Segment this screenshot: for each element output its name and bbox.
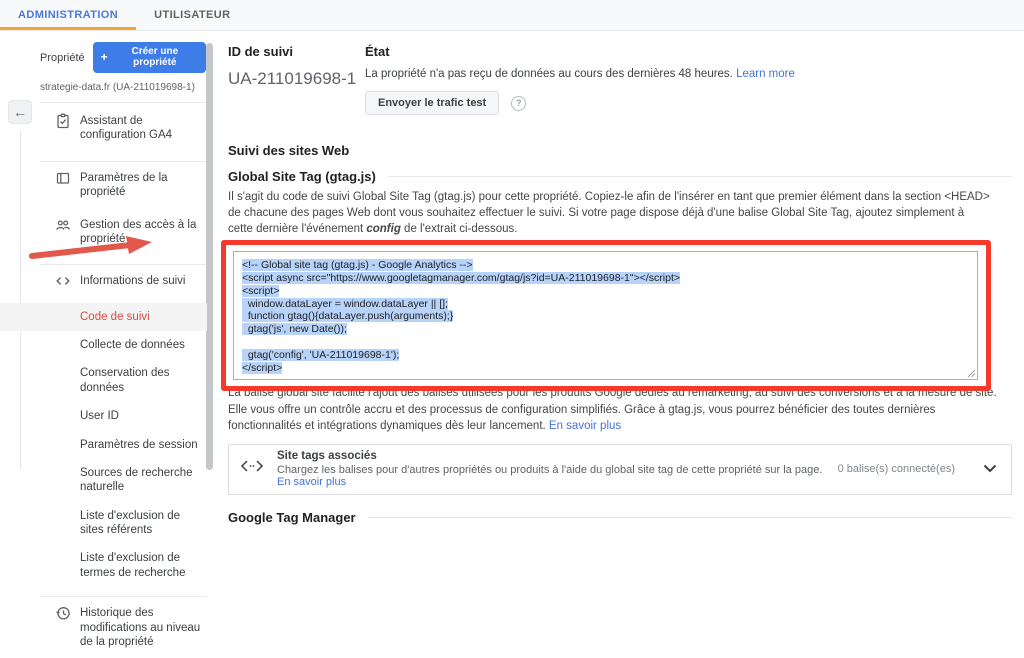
sidebar-subitem-tracking-code[interactable]: Code de suivi bbox=[0, 303, 207, 331]
connected-site-tags-panel[interactable] bbox=[228, 444, 1012, 495]
learn-more-link-2[interactable]: En savoir plus bbox=[548, 419, 622, 432]
code-line: <!-- Global site tag (gtag.js) - Google Analytics --> bbox=[242, 259, 473, 272]
create-property-label: Créer une propriété bbox=[131, 46, 179, 68]
gtag-benefits-description bbox=[228, 385, 1012, 433]
sidebar-subitem-data-retention[interactable]: Conservation des données bbox=[80, 367, 170, 394]
code-line: <script async src="https://www.googletagmanager.com/gtag/js?id=UA-211019698-1"></script> bbox=[242, 272, 681, 285]
sidebar-item-label: Assistant de configuration GA4 bbox=[80, 115, 173, 142]
learn-more-link[interactable]: Learn more bbox=[736, 68, 795, 80]
divider bbox=[388, 176, 1012, 177]
site-tags-description bbox=[277, 464, 838, 488]
sidebar-subitem-search-term-exclusion[interactable]: Liste d'exclusion de termes de recherche bbox=[80, 552, 186, 579]
connected-tags-icon bbox=[239, 457, 265, 480]
site-tags-title: Site tags associés bbox=[277, 449, 377, 462]
create-property-button[interactable] bbox=[93, 42, 206, 73]
status-label: État bbox=[365, 44, 390, 59]
tracking-id-value: UA-211019698-1 bbox=[228, 69, 357, 88]
code-line: gtag('js', new Date()); bbox=[242, 323, 347, 336]
code-line: function gtag(){dataLayer.push(arguments);} bbox=[242, 310, 454, 323]
code-line bbox=[242, 336, 969, 349]
gtag-desc-config: config bbox=[366, 223, 401, 236]
property-settings-icon bbox=[55, 170, 71, 190]
sidebar-subitem-user-id[interactable]: User ID bbox=[80, 410, 119, 423]
tracking-code-textarea[interactable] bbox=[233, 251, 978, 380]
benefits-text: La balise global site facilite l'ajout des balises utilisées pour les produits Google dédiés au remarketing, au suivi des conversions et à la mesure de site. Elle vous offre un contrôle accru et des processus de configuration simplifiés. Grâce à gtag.js, vous pourrez bénéficier des toutes dernières fonctionnalités et intégrations dynamiques dès leur lancement. bbox=[228, 387, 997, 432]
sidebar-subitem-data-collection[interactable]: Collecte de données bbox=[80, 339, 185, 351]
panel-divider-line bbox=[20, 130, 21, 470]
chevron-down-icon[interactable] bbox=[983, 464, 997, 473]
sidebar-item-property-settings[interactable] bbox=[40, 162, 206, 209]
sidebar-item-tracking-info[interactable] bbox=[40, 265, 206, 302]
sidebar-subitem-organic-sources[interactable]: Sources de recherche naturelle bbox=[80, 466, 193, 494]
sidebar-item-label: Historique des modifications au niveau de la propriété bbox=[80, 607, 201, 648]
people-icon bbox=[55, 217, 71, 237]
sidebar-item-label: Gestion des accès à la propriété bbox=[80, 218, 197, 245]
divider bbox=[40, 102, 206, 103]
history-icon bbox=[55, 605, 71, 625]
send-test-traffic-button[interactable]: Envoyer le trafic test bbox=[365, 91, 499, 115]
code-line: gtag('config', 'UA-211019698-1'); bbox=[242, 348, 400, 361]
tracking-code-area bbox=[233, 251, 978, 380]
sidebar-subitem-referral-exclusion[interactable]: Liste d'exclusion de sites référents bbox=[80, 509, 181, 536]
sidebar-item-label: Informations de suivi bbox=[80, 275, 186, 288]
learn-more-link-3[interactable]: En savoir plus bbox=[277, 475, 347, 488]
property-sidebar bbox=[40, 42, 206, 658]
tab-utilisateur[interactable]: UTILISATEUR bbox=[154, 9, 231, 21]
main-content bbox=[228, 44, 1024, 525]
sidebar-item-label: Paramètres de la propriété bbox=[80, 171, 168, 199]
sidebar-item-ga4-assistant[interactable] bbox=[40, 105, 206, 152]
top-tab-bar bbox=[0, 0, 1024, 31]
tracking-id-label: ID de suivi bbox=[228, 44, 294, 59]
help-icon[interactable]: ? bbox=[511, 96, 526, 111]
status-message: La propriété n'a pas reçu de données au cours des dernières 48 heures. bbox=[365, 68, 737, 80]
gtag-desc-text-2: de l'extrait ci-dessous. bbox=[400, 223, 518, 236]
code-line: window.dataLayer = window.dataLayer || []; bbox=[242, 297, 448, 310]
property-selector[interactable]: strategie-data.fr (UA-211019698-1) bbox=[40, 82, 195, 93]
code-line: </script> bbox=[242, 361, 283, 374]
property-section-label: Propriété bbox=[40, 51, 85, 64]
gtag-section-title: Global Site Tag (gtag.js) bbox=[228, 169, 376, 184]
gtag-description bbox=[228, 189, 991, 237]
code-brackets-icon bbox=[55, 273, 71, 293]
sidebar-scrollbar[interactable] bbox=[206, 43, 213, 470]
clipboard-check-icon bbox=[55, 113, 71, 133]
connected-tags-count: 0 balise(s) connecté(es) bbox=[837, 462, 955, 475]
sidebar-nav bbox=[40, 105, 206, 658]
status-text bbox=[365, 68, 795, 80]
sidebar-item-access-management[interactable] bbox=[40, 209, 206, 256]
plus-icon: + bbox=[100, 50, 108, 64]
gtm-section-title: Google Tag Manager bbox=[228, 509, 356, 525]
divider bbox=[368, 517, 1012, 518]
code-line: <script> bbox=[242, 284, 280, 297]
sidebar-subitem-session-settings[interactable]: Paramètres de session bbox=[80, 438, 198, 451]
sidebar-item-change-history[interactable] bbox=[40, 597, 206, 658]
back-button[interactable]: ← bbox=[8, 100, 32, 124]
tab-administration[interactable]: ADMINISTRATION bbox=[0, 0, 136, 30]
web-tracking-title: Suivi des sites Web bbox=[228, 143, 350, 158]
gtag-desc-text: Il s'agit du code de suivi Global Site Tag (gtag.js) pour cette propriété. Copiez-le afin de l'insérer en tant que premier élément dans la section <HEAD> de chacune des pages Web dont vous souhaitez effectuer le suivi. Si votre page dispose déjà d'une balise Global Site Tag, ajoutez simplement à cette dernière l'événement bbox=[228, 191, 990, 236]
site-tags-desc-text: Chargez les balises pour d'autres propriétés ou produits à l'aide du global site tag de cette propriété sur la page. bbox=[277, 463, 823, 476]
resize-grip-icon[interactable] bbox=[967, 369, 976, 378]
